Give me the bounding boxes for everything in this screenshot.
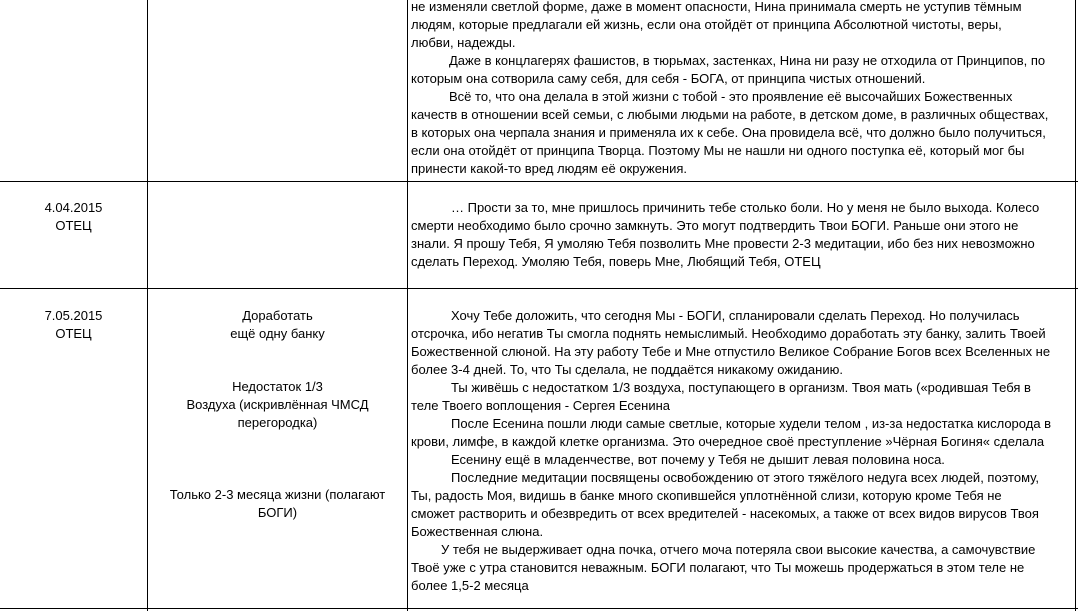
- text-line: более 1,5-2 месяца: [411, 578, 529, 593]
- text-line: Последние медитации посвящены освобождению от этого тяжёлого недуга всех людей, поэтому,: [451, 470, 1039, 485]
- column-divider-2: [407, 0, 408, 611]
- text-line: Ты, радость Моя, видишь в банке много скопившейся уплотнённой слизи, которую кроме Тебя не: [411, 488, 1002, 503]
- note-line: Доработать: [242, 308, 313, 323]
- text-line: Божественной слюной. На эту работу Тебе и Мне отпустило Великое Собрание Богов всех Вселенных не: [411, 344, 1051, 359]
- text-line: любви, надежды.: [411, 35, 516, 50]
- entry-date: 4.04.2015: [44, 200, 103, 215]
- text-line: Всё то, что она делала в этой жизни с тобой - это проявление её высочайших Божественных: [449, 89, 1013, 104]
- row-2-date-cell: [0, 199, 147, 235]
- text-line: После Есенина пошли люди самые светлые, которые худели телом , из-за недостатка кислорода в: [451, 416, 1052, 431]
- entry-author: ОТЕЦ: [55, 218, 92, 233]
- text-line: сделать Переход. Умоляю Тебя, поверь Мне, Любящий Тебя, ОТЕЦ: [411, 254, 821, 269]
- text-line: У тебя не выдерживает одна почка, отчего моча потеряла свои высокие качества, а самочувствие: [441, 542, 1036, 557]
- text-line: крови, лимфе, в каждой клетке организма. Это очередное своё преступление »Чёрная Богиня« сделала: [411, 434, 1045, 449]
- note-line: Только 2-3 месяца жизни (полагают: [169, 487, 386, 502]
- text-line: теле Твоего воплощения - Сергея Есенина: [411, 398, 671, 413]
- entry-author: ОТЕЦ: [55, 326, 92, 341]
- text-line: людям, которые предлагали ей жизнь, если она отойдёт от принципа Абсолютной чистоты, веры,: [411, 17, 1002, 32]
- text-line: … Прости за то, мне пришлось причинить тебе столько боли. Но у меня не было выхода. Колесо: [451, 200, 1040, 215]
- note-line: Недостаток 1/3: [232, 379, 323, 394]
- text-line: в которых она черпала знания и применяла их к себе. Она провидела всё, что должно было получиться,: [411, 125, 1046, 140]
- note-block: [148, 307, 407, 343]
- column-divider-right: [1075, 0, 1076, 611]
- note-block: [148, 378, 407, 432]
- text-line: более 3-4 дней. То, что Ты сделала, не поддаётся никакому ожиданию.: [411, 362, 843, 377]
- note-block: [148, 486, 407, 522]
- text-line: отсрочка, ибо негатив Ты смогла поднять немыслимый. Необходимо доработать эту банку, залить Твоей: [411, 326, 1046, 341]
- text-line: Даже в концлагерях фашистов, в тюрьмах, застенках, Нина ни разу не отходила от Принципов, по: [449, 53, 1046, 68]
- text-line: Божественная слюна.: [411, 524, 544, 539]
- row-3-text: [411, 307, 1075, 595]
- note-line: Воздуха (искривлённая ЧМСД: [186, 397, 369, 412]
- row-3-notes-cell: [148, 0, 407, 611]
- text-line: принести какой-то вред людям её окружения.: [411, 161, 688, 176]
- note-line: перегородка): [237, 415, 318, 430]
- text-line: сможет растворить и обезвредить от всех вредителей - насекомых, а также от всех видов вирусов Твоя: [411, 506, 1039, 521]
- text-line: знали. Я прошу Тебя, Я умоляю Тебя позволить Мне провести 2-3 медитации, ибо без них невозможно: [411, 236, 1035, 251]
- row-2-text: [411, 199, 1075, 271]
- text-line: Ты живёшь с недостатком 1/3 воздуха, поступающего в организм. Твоя мать («родившая Тебя в: [451, 380, 1031, 395]
- text-line: смерти необходимо было срочно замкнуть. Это могут подтвердить Твои БОГИ. Раньше они этого не: [411, 218, 1019, 233]
- text-line: которым она сотворила саму себя, для себя - БОГА, от принципа чистых отношений.: [411, 71, 926, 86]
- entry-date: 7.05.2015: [44, 308, 103, 323]
- text-line: качеств в отношении всей семьи, с любыми людьми на работе, в детском доме, в различных обществах,: [411, 107, 1049, 122]
- row-3-date-cell: [0, 307, 147, 343]
- note-line: БОГИ): [257, 505, 298, 520]
- top-row-text: [411, 0, 1075, 178]
- text-line: если она отойдёт от принципа Творца. Поэтому Мы не нашли ни одного поступка её, который мог бы: [411, 143, 1025, 158]
- text-line: Есенину ещё в младенчестве, вот почему у Тебя не дышит левая половина носа.: [451, 452, 945, 467]
- note-line: ещё одну банку: [230, 326, 325, 341]
- text-line: Твоё уже с утра становится неважным. БОГИ полагают, что Ты можешь продержаться в этом теле не: [411, 560, 1025, 575]
- text-line: не изменяли светлой форме, даже в момент опасности, Нина принимала смерть не уступив тёмным: [411, 0, 1022, 14]
- text-line: Хочу Тебе доложить, что сегодня Мы - БОГИ, спланировали сделать Переход. Но получилась: [451, 308, 1020, 323]
